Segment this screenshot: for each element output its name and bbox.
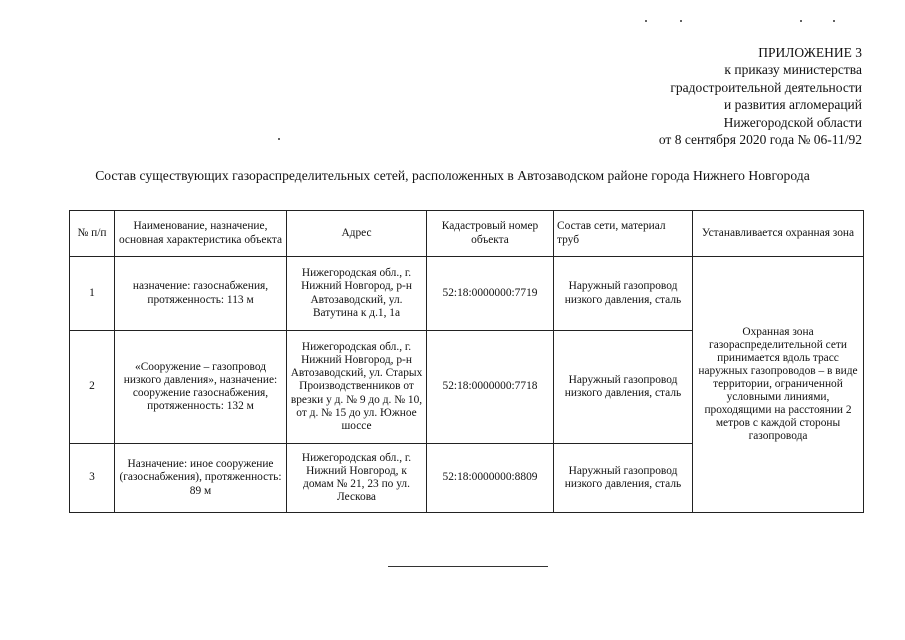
scan-speck xyxy=(680,20,682,22)
cell-network: Наружный газопровод низкого давления, сталь xyxy=(554,257,693,331)
cell-address: Нижегородская обл., г. Нижний Новгород, р-н Автозаводский, ул. Старых Производственников от врезки у д. № 9 до д. № 10, от д. № 15 до ул. Южное шоссе xyxy=(287,331,427,444)
cell-address: Нижегородская обл., г. Нижний Новгород, к домам № 21, 23 по ул. Лескова xyxy=(287,444,427,513)
cell-network: Наружный газопровод низкого давления, сталь xyxy=(554,331,693,444)
appendix-title: ПРИЛОЖЕНИЕ 3 xyxy=(758,45,862,60)
appendix-line: и развития агломераций xyxy=(723,97,862,113)
scan-speck xyxy=(278,138,280,140)
cell-cadastral: 52:18:0000000:8809 xyxy=(427,444,554,513)
signature-line xyxy=(388,566,548,567)
header-number: № п/п xyxy=(70,211,115,257)
cell-cadastral: 52:18:0000000:7718 xyxy=(427,331,554,444)
header-name: Наименование, назначение, основная характеристика объекта xyxy=(115,211,287,257)
cell-network: Наружный газопровод низкого давления, сталь xyxy=(554,444,693,513)
cell-zone: Охранная зона газораспределительной сети принимается вдоль трасс наружных газопроводов – в виде территории, ограниченной условными линиями, проходящими на расстоянии 2 метров с каждой стороны газопровода xyxy=(693,257,864,513)
cell-name: «Сооружение – газопровод низкого давления», назначение: сооружение газоснабжения, протяженность: 132 м xyxy=(115,331,287,444)
scan-speck xyxy=(800,20,802,22)
appendix-order-date: от 8 сентября 2020 года № 06-11/92 xyxy=(658,132,862,148)
cell-cadastral: 52:18:0000000:7719 xyxy=(427,257,554,331)
cell-address: Нижегородская обл., г. Нижний Новгород, р-н Автозаводский, ул. Ватутина к д.1, 1а xyxy=(287,257,427,331)
scan-speck xyxy=(645,20,647,22)
cell-number: 3 xyxy=(70,444,115,513)
appendix-block xyxy=(659,44,862,148)
cell-name: Назначение: иное сооружение (газоснабжения), протяженность: 89 м xyxy=(115,444,287,513)
appendix-line: градостроительной деятельности xyxy=(670,79,862,95)
cell-number: 2 xyxy=(70,331,115,444)
header-cadastral: Кадастровый номер объекта xyxy=(427,211,554,257)
header-network: Состав сети, материал труб xyxy=(554,211,693,257)
scan-speck xyxy=(833,20,835,22)
cell-number: 1 xyxy=(70,257,115,331)
appendix-line: к приказу министерства xyxy=(724,62,862,78)
header-zone: Устанавливается охранная зона xyxy=(693,211,864,257)
gas-networks-table xyxy=(69,210,864,513)
appendix-line: Нижегородской области xyxy=(723,114,862,130)
table-header-row xyxy=(70,211,864,257)
document-title: Состав существующих газораспределительных сетей, расположенных в Автозаводском районе города Нижнего Новгорода xyxy=(95,168,810,183)
cell-name: назначение: газоснабжения, протяженность: 113 м xyxy=(115,257,287,331)
header-address: Адрес xyxy=(287,211,427,257)
table-row xyxy=(70,257,864,331)
